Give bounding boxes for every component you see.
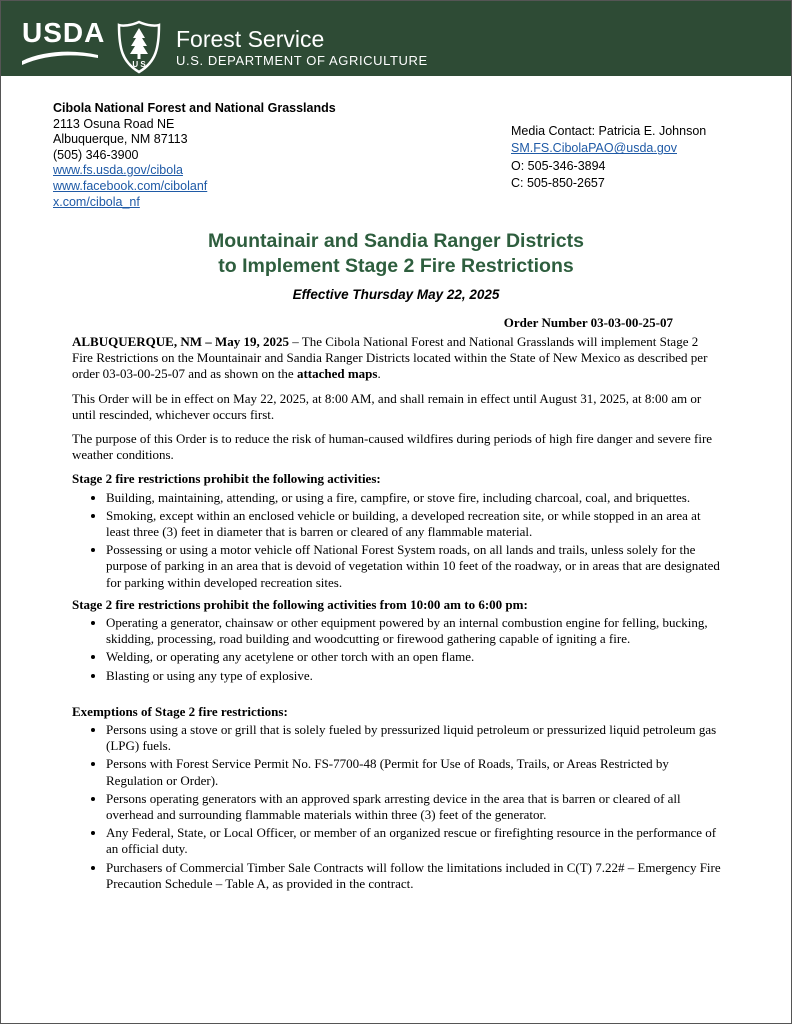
media-cell-phone: C: 505-850-2657 <box>511 176 605 191</box>
list-item: • Welding, or operating any acetylene or other torch with an open flame. <box>106 649 722 665</box>
list-item: • Any Federal, State, or Local Officer, or member of an organized rescue or firefighting resource in the performance of an official duty. <box>106 825 722 857</box>
media-email-link[interactable]: SM.FS.CibolaPAO@usda.gov <box>511 141 677 156</box>
release-body <box>72 334 722 898</box>
usda-logo-text: USDA <box>22 17 106 48</box>
list-item: • Operating a generator, chainsaw or other equipment powered by an internal combustion engine for felling, bucking, skidding, processing, road building and woodcutting or firewood gathering capable of igniting a fire. <box>106 615 722 647</box>
office-phone: (505) 346-3900 <box>53 147 139 162</box>
list-item: • Smoking, except within an enclosed vehicle or building, a developed recreation site, or while stopped in an area at least three (3) feet in diameter that is barren or cleared of any flammable material. <box>106 508 722 540</box>
media-contact-label: Media Contact: Patricia E. Johnson <box>511 124 707 138</box>
x-link[interactable]: x.com/cibola_nf <box>53 194 140 209</box>
effect-paragraph: This Order will be in effect on May 22, 2025, at 8:00 AM, and shall remain in effect until August 31, 2025, at 8:00 am or until rescinded, whichever occurs first. <box>72 390 702 422</box>
list-item: • Persons with Forest Service Permit No. FS-7700-48 (Permit for Use of Roads, Trails, or Areas Restricted by Regulation or Order). <box>106 756 722 788</box>
agency-name: Forest Service <box>176 26 325 52</box>
website-link[interactable]: www.fs.usda.gov/cibola <box>53 163 183 178</box>
address-line-2: Albuquerque, NM 87113 <box>53 132 188 147</box>
usda-logo <box>22 17 106 66</box>
office-contact-block <box>53 101 336 210</box>
media-contact-block <box>511 123 706 193</box>
list-item: • Persons using a stove or grill that is solely fueled by pressurized liquid petroleum or pressurized liquid petroleum gas (LPG) fuels. <box>106 722 722 754</box>
forest-service-shield-icon <box>116 20 162 74</box>
section-heading-daytime-prohibitions: Stage 2 fire restrictions prohibit the following activities from 10:00 am to 6:00 pm: <box>72 596 528 612</box>
shield-text: U S <box>132 60 146 69</box>
section-heading-exemptions: Exemptions of Stage 2 fire restrictions: <box>72 703 288 719</box>
spacer <box>72 690 722 704</box>
daytime-prohibitions-list <box>72 615 722 684</box>
section-heading-prohibitions: Stage 2 fire restrictions prohibit the following activities: <box>72 471 381 487</box>
list-item: • Blasting or using any type of explosive. <box>106 668 722 684</box>
usda-swoosh-icon <box>22 49 98 65</box>
order-number: Order Number 03-03-00-25-07 <box>503 315 673 330</box>
list-item: • Possessing or using a motor vehicle off National Forest System roads, on all lands and trails, unless solely for the purpose of parking in an area that is devoid of vegetation within 10 feet of the roadway, or in areas that are designated for parking within developed recreation sites. <box>106 542 722 591</box>
prohibitions-list <box>72 490 722 591</box>
header-banner <box>0 0 792 76</box>
title-line-1: Mountainair and Sandia Ranger Districts <box>208 230 584 252</box>
title-line-2: to Implement Stage 2 Fire Restrictions <box>218 255 574 277</box>
media-office-phone: O: 505-346-3894 <box>511 158 606 173</box>
list-item: • Building, maintaining, attending, or using a fire, campfire, or stove fire, including charcoal, coal, and briquettes. <box>106 490 722 506</box>
address-line-1: 2113 Osuna Road NE <box>53 116 175 131</box>
list-item: • Persons operating generators with an approved spark arresting device in the area that is barren or cleared of all overhead and surrounding flammable materials within three (3) feet of the generator. <box>106 791 722 823</box>
purpose-paragraph: The purpose of this Order is to reduce the risk of human-caused wildfires during periods of high fire danger and severe fire weather conditions. <box>72 431 713 463</box>
attached-maps: attached maps <box>296 366 378 382</box>
intro-end: . <box>377 366 381 382</box>
facebook-link[interactable]: www.facebook.com/cibolanf <box>53 178 208 193</box>
list-item: • Purchasers of Commercial Timber Sale Contracts will follow the limitations included in C(T) 7.22# – Emergency Fire Precaution Schedule – Table A, as provided in the contract. <box>106 860 722 892</box>
page-title <box>0 229 792 279</box>
dateline: ALBUQUERQUE, NM – May 19, 2025 <box>72 334 290 349</box>
intro-text: – The Cibola National Forest and National Grasslands will implement Stage 2 Fire Restrictions on the Mountainair and Sandia Ranger Districts located within the State of New Mexico as described per order 03-03-00-25-07 and as shown on the <box>72 334 708 382</box>
exemptions-list <box>72 722 722 892</box>
department-name: U.S. DEPARTMENT OF AGRICULTURE <box>176 53 428 68</box>
intro-paragraph <box>72 334 722 383</box>
org-name: Cibola National Forest and National Grasslands <box>53 101 336 115</box>
effective-date: Effective Thursday May 22, 2025 <box>292 287 500 302</box>
